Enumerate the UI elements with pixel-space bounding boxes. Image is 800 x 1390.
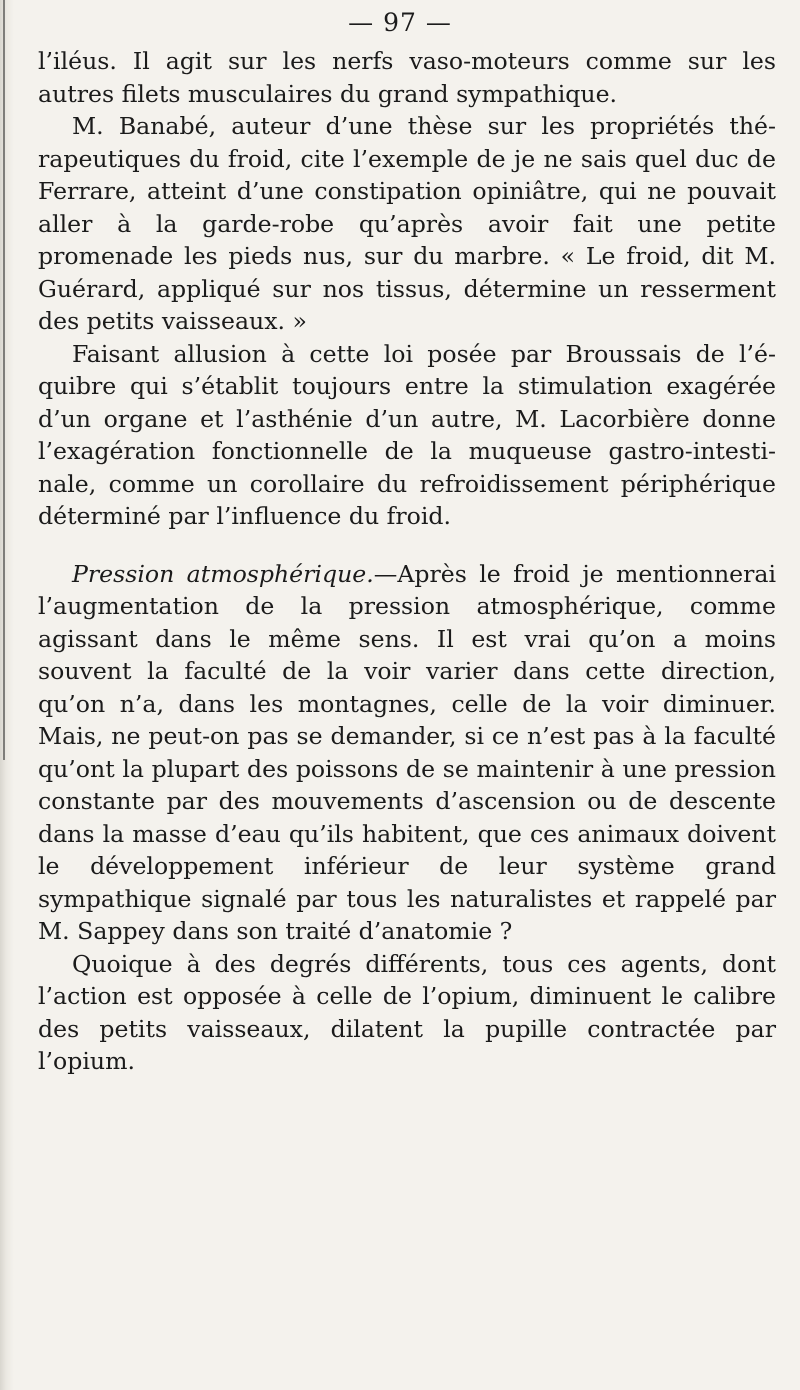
binding-edge-line — [3, 0, 5, 760]
paragraph-4-text: —Après le froid je mentionnerai l’augmentation de la pression atmosphérique, comme agissant dans le même sens. Il est vrai qu’on a moins souvent la faculté de la voir varier dans cette direction, qu’on n’a, dans les montagnes, celle de la voir diminuer. Mais, ne peut-on pas se demander, si ce n’est pas à la faculté qu’ont la plupart des poissons de se maintenir à une pression constante par des mouvements d’ascension ou de descente dans la masse d’eau qu’ils habitent, que ces animaux doivent le développement inférieur de leur système grand sympathique signalé par tous les naturalistes et rappelé par M. Sappey dans son traité d’anatomie ? — [38, 559, 777, 945]
paragraph-4 — [38, 558, 776, 948]
page-number: — 97 — — [348, 8, 452, 37]
paragraph-3: Faisant allusion à cette loi posée par Broussais de l’équibre qui s’établit toujours entre la stimulation exagérée d’un organe et l’asthénie d’un autre, M. Lacorbière donne l’exagération fonctionnelle de la muqueuse gastro-intestinale, comme un corollaire du refroidissement périphérique déterminé par l’influence du froid. — [38, 339, 776, 530]
body-text — [38, 45, 776, 1078]
paragraph-1: l’iléus. Il agit sur les nerfs vaso-moteurs comme sur les autres filets musculaires du grand sympathique. — [38, 47, 776, 108]
paragraph-2: M. Banabé, auteur d’une thèse sur les propriétés thérapeutiques du froid, cite l’exemple de je ne sais quel duc de Ferrare, atteint d’une constipation opiniâtre, qui ne pouvait aller à la garde-robe qu’après avoir fait une petite promenade les pieds nus, sur du marbre. « Le froid, dit M. Guérard, appliqué sur nos tissus, détermine un resserment des petits vaisseaux. » — [38, 112, 776, 335]
section-heading: Pression atmosphérique. — [72, 559, 374, 588]
paragraph-5: Quoique à des degrés différents, tous ces agents, dont l’action est opposée à celle de l’opium, diminuent le calibre des petits vaisseaux, dilatent la pupille contractée par l’opium. — [38, 949, 776, 1075]
